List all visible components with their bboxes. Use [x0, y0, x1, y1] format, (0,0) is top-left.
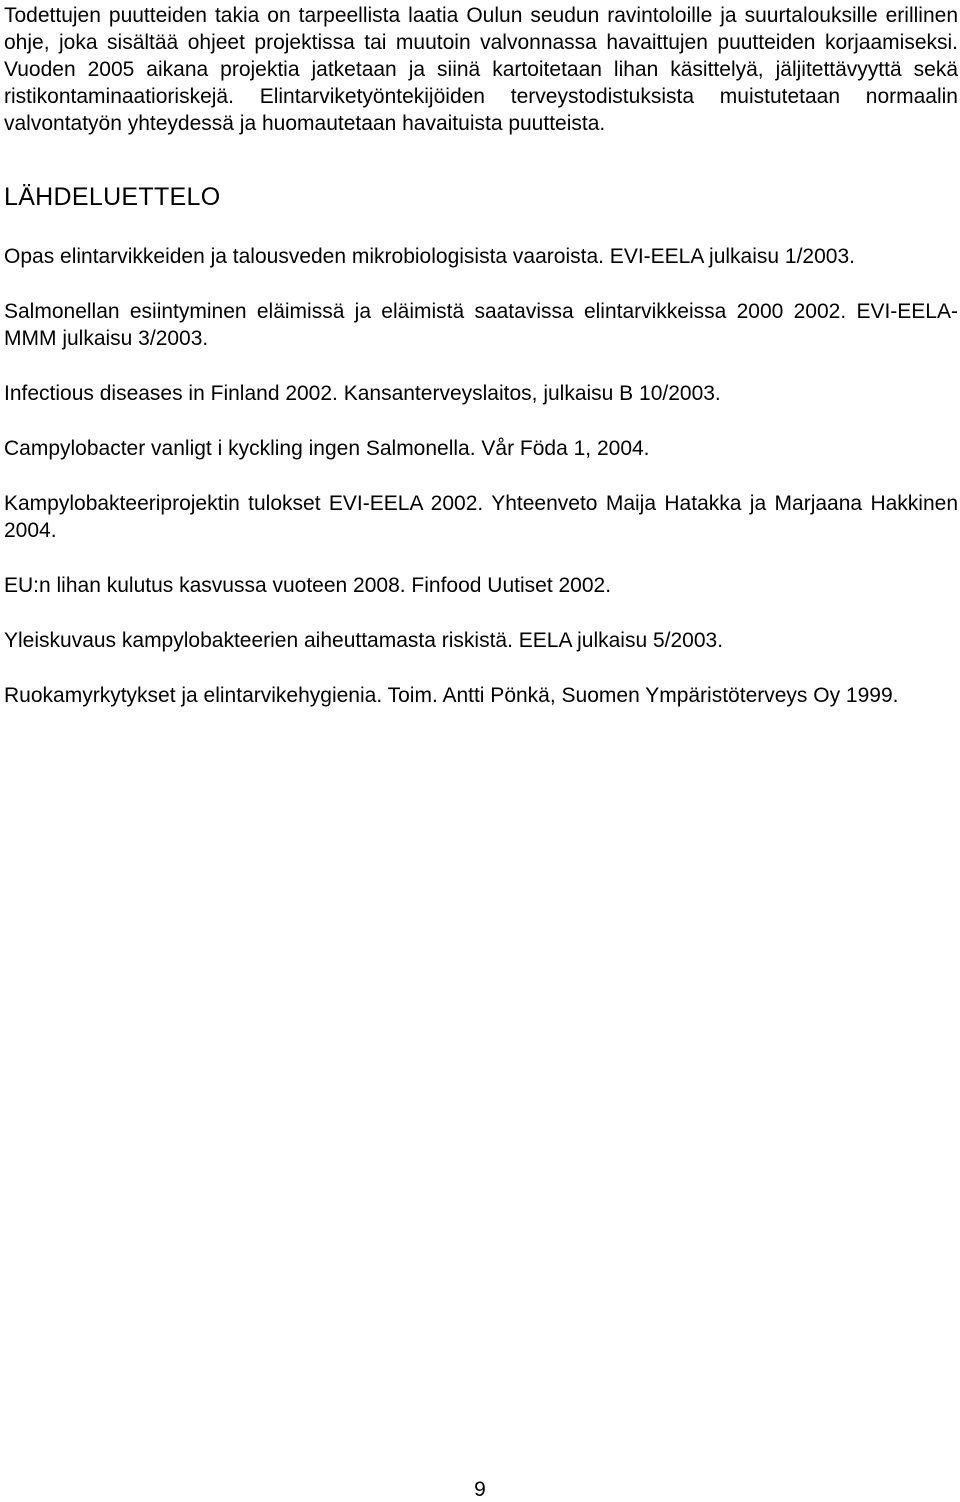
references-heading: LÄHDELUETTELO — [4, 183, 221, 211]
reference-item-1: Opas elintarvikkeiden ja talousveden mikrobiologisista vaaroista. EVI-EELA julkaisu 1/2003. — [4, 245, 855, 268]
reference-item-5: Kampylobakteeriprojektin tulokset EVI-EELA 2002. Yhteenveto Maija Hatakka ja Marjaana Hakkinen 2004. — [4, 492, 958, 542]
reference-list — [4, 243, 958, 709]
reference-item-4: Campylobacter vanligt i kyckling ingen Salmonella. Vår Föda 1, 2004. — [4, 437, 650, 460]
intro-paragraph: Todettujen puutteiden takia on tarpeellista laatia Oulun seudun ravintoloille ja suurtalouksille erillinen ohje, joka sisältää ohjeet projektissa tai muutoin valvonnassa havaittujen puutteiden korjaamiseksi. Vuoden 2005 aikana projektia jatketaan ja siinä kartoitetaan lihan käsittelyä, jäljitettävyyttä sekä ristikontaminaatioriskejä. Elintarviketyöntekijöiden terveystodistuksista muistutetaan normaalin valvontatyön yhteydessä ja huomautetaan havaituista puutteista. — [4, 4, 958, 135]
reference-item-2: Salmonellan esiintyminen eläimissä ja eläimistä saatavissa elintarvikkeissa 2000 2002. EVI-EELA-MMM julkaisu 3/2003. — [4, 300, 958, 350]
document-page — [4, 0, 958, 737]
reference-item-8: Ruokamyrkytykset ja elintarvikehygienia. Toim. Antti Pönkä, Suomen Ympäristöterveys Oy 1999. — [4, 684, 899, 707]
reference-item-6: EU:n lihan kulutus kasvussa vuoteen 2008. Finfood Uutiset 2002. — [4, 574, 612, 597]
reference-item-3: Infectious diseases in Finland 2002. Kansanterveyslaitos, julkaisu B 10/2003. — [4, 382, 721, 405]
page-number: 9 — [474, 1478, 486, 1501]
reference-item-7: Yleiskuvaus kampylobakteerien aiheuttamasta riskistä. EELA julkaisu 5/2003. — [4, 629, 724, 652]
